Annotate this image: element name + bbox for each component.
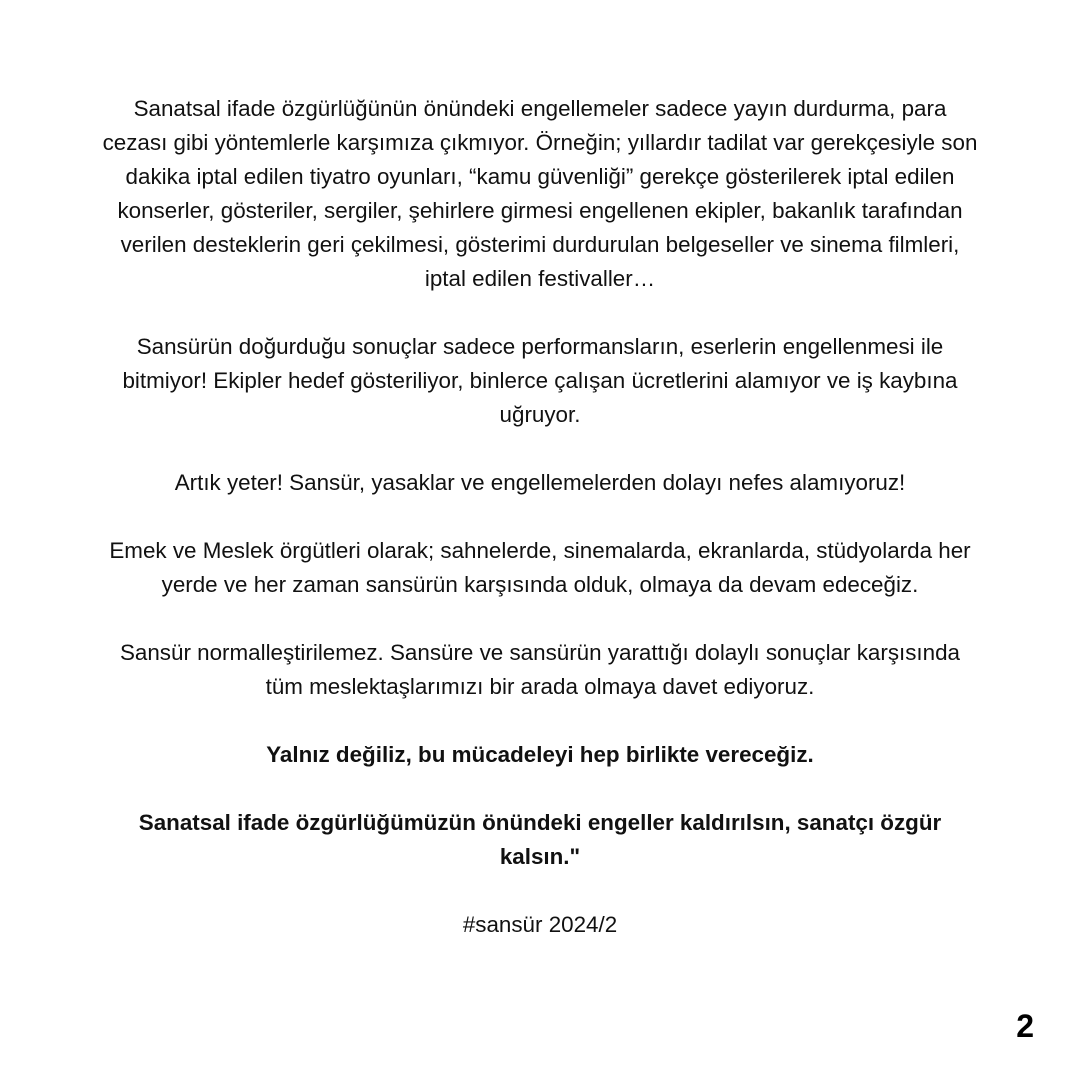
statement-text-block [100,92,980,942]
hashtag-line: #sansür 2024/2 [462,912,618,937]
page-number: 2 [1016,1008,1034,1044]
paragraph-not-alone: Yalnız değiliz, bu mücadeleyi hep birlikte vereceğiz. [266,742,814,767]
paragraph-enough: Artık yeter! Sansür, yasaklar ve engellemelerden dolayı nefes alamıyoruz! [174,470,906,495]
paragraph-demand: Sanatsal ifade özgürlüğümüzün önündeki engeller kaldırılsın, sanatçı özgür kalsın." [138,810,942,869]
paragraph-consequences: Sansürün doğurduğu sonuçlar sadece performansların, eserlerin engellenmesi ile bitmiyor! Ekipler hedef gösteriliyor, binlerce çalışan ücretlerini alamıyor ve iş kaybına uğruyor. [122,334,958,427]
paragraph-invitation: Sansür normalleştirilemez. Sansüre ve sansürün yarattığı dolaylı sonuçlar karşısında tüm meslektaşlarımızı bir arada olmaya davet ediyoruz. [119,640,961,699]
paragraph-obstacles: Sanatsal ifade özgürlüğünün önündeki engellemeler sadece yayın durdurma, para cezası gibi yöntemlerle karşımıza çıkmıyor. Örneğin; yıllardır tadilat var gerekçesiyle son dakika iptal edilen tiyatro oyunları, “kamu güvenliği” gerekçe gösterilerek iptal edilen konserler, gösteriler, sergiler, şehirlere girmesi engellenen ekipler, bakanlık tarafından verilen desteklerin geri çekilmesi, gösterimi durdurulan belgeseller ve sinema filmleri, iptal edilen festivaller… [102,96,978,291]
paragraph-organizations: Emek ve Meslek örgütleri olarak; sahnelerde, sinemalarda, ekranlarda, stüdyolarda her yerde ve her zaman sansürün karşısında olduk, olmaya da devam edeceğiz. [109,538,971,597]
